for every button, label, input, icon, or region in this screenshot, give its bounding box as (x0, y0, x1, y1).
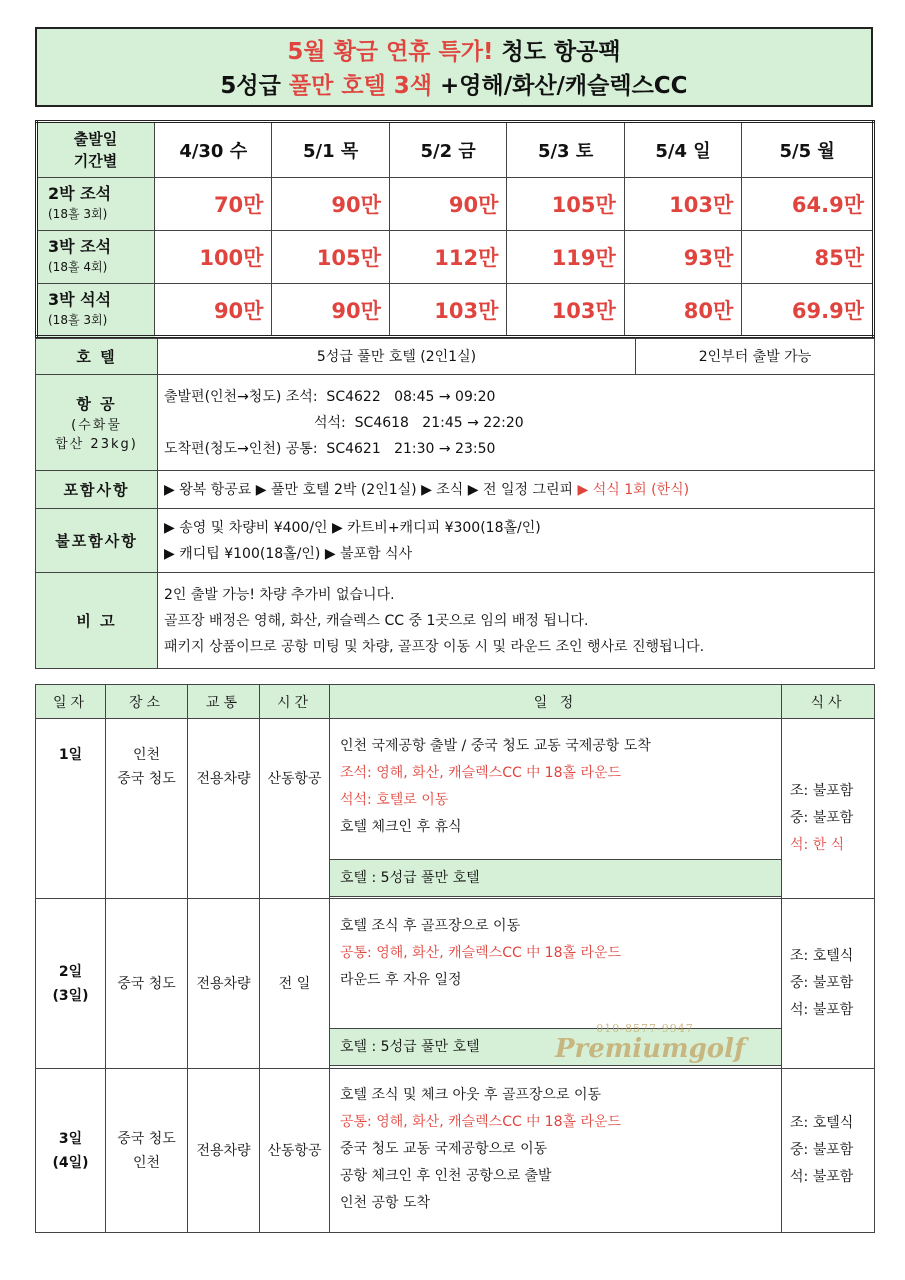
flight-label (36, 375, 158, 471)
header-label-date: 출발일 (73, 130, 118, 148)
price-header-row (37, 122, 874, 178)
included-items (158, 471, 875, 509)
transport-cell: 전용차량 (188, 719, 260, 899)
excluded-label: 불포함사항 (36, 509, 158, 573)
col-itinerary: 일 정 (330, 685, 782, 719)
time-cell: 산동항공 (260, 1069, 330, 1233)
price-cell: 90만 (272, 178, 389, 231)
package-rounds: (18홀 3회) (48, 207, 108, 221)
meal-breakfast: 조: 호텔식 (790, 948, 854, 964)
price-header-label (37, 122, 155, 178)
itinerary-line: 공통: 영해, 화산, 캐슬렉스CC 中 18홀 라운드 (340, 1114, 622, 1130)
watermark-name: Premiumgolf (555, 1034, 746, 1064)
flight-evening: 석석: SC4618 21:45 → 22:20 (314, 414, 524, 431)
note-text (158, 573, 875, 669)
note-label: 비 고 (36, 573, 158, 669)
excluded-row (36, 509, 875, 573)
day-header: 5/2 금 (389, 122, 506, 178)
place-cell (106, 719, 188, 899)
place-cell (106, 899, 188, 1069)
schedule-row (36, 719, 875, 899)
page-title (35, 27, 873, 107)
note-line: 2인 출발 가능! 차량 추가비 없습니다. (164, 586, 395, 603)
meal-breakfast: 조: 불포함 (790, 782, 854, 799)
day-label: 1일 (58, 747, 83, 763)
price-cell: 103만 (507, 284, 624, 337)
price-cell: 69.9만 (742, 284, 874, 337)
price-cell: 103만 (389, 284, 506, 337)
price-cell: 103만 (624, 178, 741, 231)
itinerary-line: 호텔 체크인 후 휴식 (340, 819, 462, 835)
note-line: 패키지 상품이므로 공항 미팅 및 차량, 골프장 이동 시 및 라운드 조인 행사로 진행됩니다. (164, 638, 705, 655)
package-name: 2박 조석 (48, 184, 112, 203)
price-cell: 90만 (389, 178, 506, 231)
included-label: 포함사항 (36, 471, 158, 509)
day-header: 5/4 일 (624, 122, 741, 178)
flight-label-text: 항 공 (76, 395, 117, 413)
hotel-bar: 호텔 : 5성급 풀만 호텔 (330, 1028, 782, 1066)
price-cell: 119만 (507, 231, 624, 284)
day-header: 5/5 월 (742, 122, 874, 178)
itinerary-line: 인천 국제공항 출발 / 중국 청도 교동 국제공항 도착 (340, 738, 651, 754)
day-header: 4/30 수 (155, 122, 272, 178)
col-time: 시간 (260, 685, 330, 719)
itinerary-line: 중국 청도 교동 국제공항으로 이동 (340, 1141, 548, 1157)
itinerary-lines (330, 899, 781, 1028)
included-row (36, 471, 875, 509)
itinerary-line: 공통: 영해, 화산, 캐슬렉스CC 中 18홀 라운드 (340, 945, 622, 961)
day-cell (36, 719, 106, 899)
package-label (37, 284, 155, 337)
price-cell: 105만 (507, 178, 624, 231)
transport-cell: 전용차량 (188, 899, 260, 1069)
price-cell: 80만 (624, 284, 741, 337)
package-name: 3박 조석 (48, 237, 112, 256)
itinerary-lines (330, 1078, 781, 1223)
price-cell: 90만 (155, 284, 272, 337)
hotel-row (36, 339, 875, 375)
note-line: 골프장 배정은 영해, 화산, 캐슬렉스 CC 중 1곳으로 임의 배정 됩니다. (164, 612, 589, 629)
hotel-value: 5성급 풀만 호텔 (2인1실) (158, 339, 636, 375)
package-name: 3박 석석 (48, 289, 112, 309)
excluded-line: ▶ 송영 및 차량비 ¥400/인 ▶ 카트비+캐디피 ¥300(18홀/인) (164, 519, 541, 536)
place-line: 인천 (132, 1154, 161, 1171)
hotel-note: 2인부터 출발 가능 (636, 339, 875, 375)
note-row (36, 573, 875, 669)
price-table (35, 120, 875, 338)
meal-dinner: 석: 불포함 (790, 1002, 854, 1018)
meal-cell (782, 1069, 875, 1233)
meal-breakfast: 조: 호텔식 (790, 1115, 854, 1131)
itinerary-line: 라운드 후 자유 일정 (340, 972, 462, 988)
watermark-logo (555, 1022, 746, 1072)
day-label: 3일 (58, 1130, 83, 1147)
meal-lunch: 중: 불포함 (790, 975, 854, 991)
info-table (35, 338, 875, 669)
place-line: 인천 (132, 747, 161, 763)
schedule-row (36, 899, 875, 1069)
title-grade: 5성급 (220, 73, 289, 99)
day-header: 5/1 목 (272, 122, 389, 178)
price-row (37, 178, 874, 231)
day-alt-label: (4일) (52, 1154, 89, 1171)
day-cell (36, 899, 106, 1069)
itinerary-line: 공항 체크인 후 인천 공항으로 출발 (340, 1168, 552, 1184)
place-cell (106, 1069, 188, 1233)
included-text: ▶ 왕복 항공료 ▶ 풀만 호텔 2박 (2인1실) ▶ 조식 ▶ 전 일정 그린피 (164, 481, 578, 498)
itinerary-line: 조석: 영해, 화산, 캐슬렉스CC 中 18홀 라운드 (340, 765, 622, 781)
flight-return: 도착편(청도→인천) 공통: SC4621 21:30 → 23:50 (164, 440, 496, 457)
title-hotel: 풀만 호텔 3색 (288, 73, 432, 99)
watermark-phone: 010-8577-9947 (596, 1022, 694, 1035)
price-cell: 100만 (155, 231, 272, 284)
package-rounds: (18홀 3회) (48, 312, 108, 327)
schedule-row (36, 1069, 875, 1233)
header-label-period: 기간별 (73, 152, 118, 170)
place-line: 중국 청도 (117, 771, 176, 787)
excluded-items (158, 509, 875, 573)
flight-info (158, 375, 875, 471)
itinerary-line: 호텔 조식 및 체크 아웃 후 골프장으로 이동 (340, 1087, 602, 1103)
baggage-note: (수화물 (71, 418, 122, 433)
col-meals: 식사 (782, 685, 875, 719)
day-label: 2일 (58, 963, 83, 980)
itinerary-line: 석석: 호텔로 이동 (340, 792, 449, 808)
itinerary-cell (330, 1069, 782, 1233)
baggage-weight: 합산 23kg) (55, 437, 138, 452)
col-transport: 교통 (188, 685, 260, 719)
included-dinner: ▶ 석식 1회 (한식) (577, 481, 690, 498)
day-header: 5/3 토 (507, 122, 624, 178)
title-text: 청도 항공팩 (493, 39, 621, 65)
package-rounds: (18홀 4회) (48, 260, 108, 274)
price-cell: 112만 (389, 231, 506, 284)
title-courses: +영해/화산/캐슬렉스CC (431, 73, 688, 99)
schedule-table (35, 684, 875, 1233)
transport-cell: 전용차량 (188, 1069, 260, 1233)
time-cell: 산동항공 (260, 719, 330, 899)
meal-cell (782, 899, 875, 1069)
meal-cell (782, 719, 875, 899)
itinerary-cell (330, 719, 782, 899)
meal-lunch: 중: 불포함 (790, 809, 854, 826)
col-day: 일자 (36, 685, 106, 719)
itinerary-line: 호텔 조식 후 골프장으로 이동 (340, 918, 521, 934)
time-cell: 전 일 (260, 899, 330, 1069)
itinerary-line: 인천 공항 도착 (340, 1195, 431, 1211)
itinerary-lines (330, 719, 781, 859)
price-cell: 105만 (272, 231, 389, 284)
price-cell: 70만 (155, 178, 272, 231)
hotel-label: 호 텔 (36, 339, 158, 375)
flight-row (36, 375, 875, 471)
col-place: 장소 (106, 685, 188, 719)
meal-lunch: 중: 불포함 (790, 1142, 854, 1158)
place-line: 중국 청도 (117, 1130, 176, 1147)
hotel-bar: 호텔 : 5성급 풀만 호텔 (330, 859, 782, 897)
day-alt-label: (3일) (52, 987, 89, 1004)
price-cell: 85만 (742, 231, 874, 284)
schedule-header (36, 685, 875, 719)
flight-outbound: 출발편(인천→청도) 조석: SC4622 08:45 → 09:20 (164, 388, 496, 405)
excluded-line: ▶ 캐디팁 ¥100(18홀/인) ▶ 불포함 식사 (164, 545, 413, 562)
price-cell: 64.9만 (742, 178, 874, 231)
day-cell (36, 1069, 106, 1233)
price-cell: 93만 (624, 231, 741, 284)
place-line: 중국 청도 (117, 975, 176, 992)
price-row (37, 231, 874, 284)
price-row (37, 284, 874, 337)
price-cell: 90만 (272, 284, 389, 337)
title-highlight: 5월 황금 연휴 특가! (287, 39, 494, 65)
package-label (37, 178, 155, 231)
meal-dinner: 석: 한 식 (790, 836, 845, 853)
meal-dinner: 석: 불포함 (790, 1169, 854, 1185)
package-label (37, 231, 155, 284)
